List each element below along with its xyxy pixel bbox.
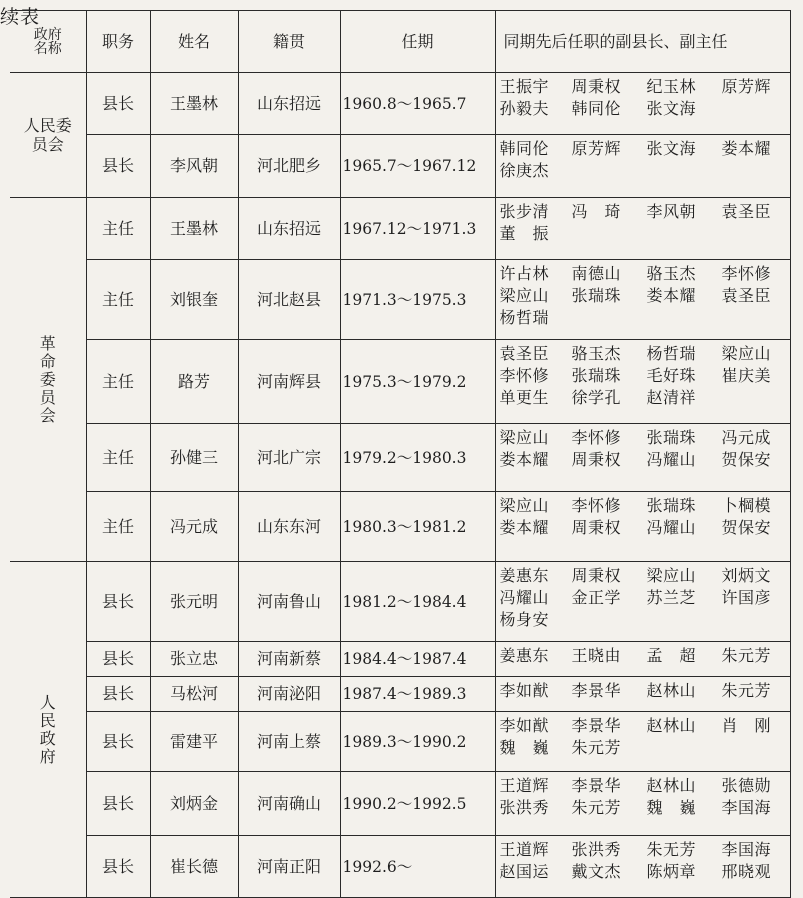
position-cell: 主任: [86, 424, 150, 492]
deputy-name: 冯耀山: [646, 450, 697, 469]
org-cell: [10, 562, 86, 898]
origin-cell: 河南新蔡: [238, 642, 340, 677]
header-term: 任期: [340, 11, 495, 73]
name-cell: 刘银奎: [150, 260, 238, 340]
deputy-name: 徐庚杰: [499, 161, 550, 180]
name-cell: 张元明: [150, 562, 238, 642]
header-deputies: 同期先后任职的副县长、副主任: [495, 11, 790, 73]
deputy-name: 张文海: [646, 99, 697, 118]
table-row: [10, 135, 790, 198]
name-cell: 雷建平: [150, 712, 238, 772]
deputies-list: [500, 263, 790, 329]
deputies-list: [500, 495, 790, 539]
origin-cell: 河北广宗: [238, 424, 340, 492]
officials-table-wrapper: [10, 10, 791, 898]
deputy-name: 张瑞珠: [571, 286, 622, 305]
table-row: [10, 260, 790, 340]
deputy-name: 冯耀山: [499, 588, 550, 607]
deputies-cell: [495, 772, 790, 836]
deputy-name: 孙毅夫: [499, 99, 550, 118]
deputy-name: 赵林山: [646, 716, 697, 735]
deputies-cell: [495, 836, 790, 898]
deputy-name: 赵林山: [646, 776, 697, 795]
term-cell: 1979.2～1980.3: [340, 424, 495, 492]
table-row: [10, 424, 790, 492]
origin-cell: 河北肥乡: [238, 135, 340, 198]
deputy-name: 李景华: [571, 716, 622, 735]
name-cell: 路芳: [150, 340, 238, 424]
deputies-list: [500, 715, 790, 759]
deputy-name: 周秉权: [571, 450, 622, 469]
origin-cell: 河南鲁山: [238, 562, 340, 642]
name-cell: 冯元成: [150, 492, 238, 562]
deputy-name: 金正学: [571, 588, 622, 607]
deputy-name: 冯元成: [721, 428, 772, 447]
deputy-name: 娄本耀: [721, 139, 772, 158]
deputy-name: 娄本耀: [646, 286, 697, 305]
deputies-list: [500, 565, 790, 631]
term-cell: 1981.2～1984.4: [340, 562, 495, 642]
deputy-name: 韩同伦: [499, 139, 550, 158]
deputy-name: 赵林山: [646, 681, 697, 700]
position-cell: 县长: [86, 135, 150, 198]
org-name: 革命委员会: [39, 333, 56, 425]
deputy-name: 戴文杰: [571, 862, 622, 881]
origin-cell: 山东招远: [238, 73, 340, 135]
deputies-list: [500, 645, 790, 667]
deputies-cell: [495, 135, 790, 198]
deputy-name: 梁应山: [499, 286, 550, 305]
table-row: [10, 562, 790, 642]
origin-cell: 河南辉县: [238, 340, 340, 424]
position-cell: 县长: [86, 712, 150, 772]
deputy-name: 娄本耀: [499, 450, 550, 469]
origin-cell: 山东招远: [238, 198, 340, 260]
deputy-name: 董 振: [499, 224, 550, 243]
deputy-name: 赵清祥: [646, 388, 697, 407]
origin-cell: 河北赵县: [238, 260, 340, 340]
position-cell: 主任: [86, 198, 150, 260]
deputy-name: 贺保安: [721, 450, 772, 469]
table-row: [10, 492, 790, 562]
position-cell: 主任: [86, 492, 150, 562]
deputy-name: 魏 巍: [646, 798, 697, 817]
deputy-name: 朱元芳: [571, 738, 622, 757]
term-cell: 1971.3～1975.3: [340, 260, 495, 340]
table-row: [10, 772, 790, 836]
deputy-name: 袁圣臣: [721, 286, 772, 305]
deputy-name: 杨哲瑞: [646, 344, 697, 363]
deputy-name: 贺保安: [721, 518, 772, 537]
deputies-cell: [495, 340, 790, 424]
position-cell: 县长: [86, 677, 150, 712]
deputy-name: 李景华: [571, 681, 622, 700]
deputies-list: [500, 775, 790, 819]
deputy-name: 张步清: [499, 202, 550, 221]
header-position: 职务: [86, 11, 150, 73]
deputy-name: 崔庆美: [721, 366, 772, 385]
deputy-name: 梁应山: [721, 344, 772, 363]
deputy-name: 王道辉: [499, 840, 550, 859]
deputy-name: 李如猷: [499, 716, 550, 735]
deputy-name: 陈炳章: [646, 862, 697, 881]
name-cell: 王墨林: [150, 198, 238, 260]
deputy-name: 南德山: [571, 264, 622, 283]
table-row: [10, 73, 790, 135]
origin-cell: 河南正阳: [238, 836, 340, 898]
term-cell: 1984.4～1987.4: [340, 642, 495, 677]
name-cell: 孙健三: [150, 424, 238, 492]
org-name: 人民委员会: [23, 116, 72, 154]
name-cell: 李风朝: [150, 135, 238, 198]
deputy-name: 李怀修: [721, 264, 772, 283]
name-cell: 崔长德: [150, 836, 238, 898]
table-row: [10, 198, 790, 260]
deputy-name: 李风朝: [646, 202, 697, 221]
deputy-name: 姜惠东: [499, 646, 550, 665]
term-cell: 1965.7～1967.12: [340, 135, 495, 198]
deputy-name: 张洪秀: [499, 798, 550, 817]
deputy-name: 冯 琦: [571, 202, 622, 221]
table-row: [10, 836, 790, 898]
page-title: 续表: [0, 6, 41, 28]
org-cell: [10, 73, 86, 198]
deputy-name: 韩同伦: [571, 99, 622, 118]
deputies-list: [500, 76, 790, 120]
deputy-name: 姜惠东: [499, 566, 550, 585]
org-cell: [10, 198, 86, 562]
origin-cell: 河南泌阳: [238, 677, 340, 712]
deputy-name: 朱元芳: [721, 681, 772, 700]
origin-cell: 河南确山: [238, 772, 340, 836]
origin-cell: 山东东河: [238, 492, 340, 562]
table-body: [10, 73, 790, 898]
deputies-list: [500, 343, 790, 409]
deputy-name: 王晓由: [571, 646, 622, 665]
deputy-name: 朱元芳: [571, 798, 622, 817]
position-cell: 县长: [86, 73, 150, 135]
table-row: [10, 677, 790, 712]
position-cell: 主任: [86, 340, 150, 424]
deputy-name: 朱元芳: [721, 646, 772, 665]
deputy-name: 原芳辉: [721, 77, 772, 96]
name-cell: 张立忠: [150, 642, 238, 677]
deputies-list: [500, 201, 790, 245]
deputy-name: 李怀修: [571, 496, 622, 515]
name-cell: 刘炳金: [150, 772, 238, 836]
deputy-name: 梁应山: [499, 496, 550, 515]
deputies-cell: [495, 424, 790, 492]
deputies-cell: [495, 198, 790, 260]
deputy-name: 孟 超: [646, 646, 697, 665]
deputies-cell: [495, 642, 790, 677]
deputy-name: 卜棡模: [721, 496, 772, 515]
deputies-list: [500, 138, 790, 182]
deputy-name: 张瑞珠: [571, 366, 622, 385]
deputies-list: [500, 427, 790, 471]
deputy-name: 朱无芳: [646, 840, 697, 859]
deputy-name: 苏兰芝: [646, 588, 697, 607]
deputy-name: 原芳辉: [571, 139, 622, 158]
table-header-row: [10, 11, 790, 73]
deputy-name: 张洪秀: [571, 840, 622, 859]
deputy-name: 梁应山: [499, 428, 550, 447]
deputies-list: [500, 839, 790, 883]
deputy-name: 邢晓观: [721, 862, 772, 881]
deputy-name: 张文海: [646, 139, 697, 158]
deputy-name: 骆玉杰: [646, 264, 697, 283]
deputies-cell: [495, 712, 790, 772]
deputy-name: 李景华: [571, 776, 622, 795]
deputy-name: 袁圣臣: [499, 344, 550, 363]
name-cell: 马松河: [150, 677, 238, 712]
term-cell: 1980.3～1981.2: [340, 492, 495, 562]
deputy-name: 李怀修: [499, 366, 550, 385]
deputy-name: 杨哲瑞: [499, 308, 550, 327]
deputy-name: 袁圣臣: [721, 202, 772, 221]
deputies-cell: [495, 73, 790, 135]
position-cell: 县长: [86, 562, 150, 642]
deputy-name: 李怀修: [571, 428, 622, 447]
header-origin: 籍贯: [238, 11, 340, 73]
deputy-name: 骆玉杰: [571, 344, 622, 363]
deputy-name: 徐学孔: [571, 388, 622, 407]
deputies-cell: [495, 677, 790, 712]
header-org: 政府名称: [10, 11, 86, 73]
deputy-name: 纪玉林: [646, 77, 697, 96]
deputy-name: 娄本耀: [499, 518, 550, 537]
term-cell: 1989.3～1990.2: [340, 712, 495, 772]
term-cell: 1987.4～1989.3: [340, 677, 495, 712]
org-name: 人民政府: [39, 692, 56, 766]
deputy-name: 许国彦: [721, 588, 772, 607]
term-cell: 1992.6～: [340, 836, 495, 898]
officials-table: [10, 10, 791, 898]
deputy-name: 王振宇: [499, 77, 550, 96]
deputy-name: 杨身安: [499, 610, 550, 629]
deputy-name: 李如猷: [499, 681, 550, 700]
deputy-name: 周秉权: [571, 77, 622, 96]
term-cell: 1967.12～1971.3: [340, 198, 495, 260]
deputy-name: 周秉权: [571, 518, 622, 537]
deputies-cell: [495, 562, 790, 642]
table-row: [10, 642, 790, 677]
deputy-name: 赵国运: [499, 862, 550, 881]
header-name: 姓名: [150, 11, 238, 73]
deputies-list: [500, 680, 790, 702]
position-cell: 县长: [86, 772, 150, 836]
table-row: [10, 340, 790, 424]
deputy-name: 肖 刚: [721, 716, 772, 735]
term-cell: 1960.8～1965.7: [340, 73, 495, 135]
position-cell: 县长: [86, 642, 150, 677]
deputies-cell: [495, 260, 790, 340]
position-cell: 县长: [86, 836, 150, 898]
deputy-name: 周秉权: [571, 566, 622, 585]
deputy-name: 单更生: [499, 388, 550, 407]
table-row: [10, 712, 790, 772]
name-cell: 王墨林: [150, 73, 238, 135]
deputy-name: 刘炳文: [721, 566, 772, 585]
origin-cell: 河南上蔡: [238, 712, 340, 772]
deputy-name: 李国海: [721, 840, 772, 859]
term-cell: 1975.3～1979.2: [340, 340, 495, 424]
deputy-name: 许占林: [499, 264, 550, 283]
deputy-name: 王道辉: [499, 776, 550, 795]
deputy-name: 张瑞珠: [646, 428, 697, 447]
position-cell: 主任: [86, 260, 150, 340]
deputies-cell: [495, 492, 790, 562]
deputy-name: 冯耀山: [646, 518, 697, 537]
deputy-name: 梁应山: [646, 566, 697, 585]
deputy-name: 张德勋: [721, 776, 772, 795]
deputy-name: 张瑞珠: [646, 496, 697, 515]
deputy-name: 魏 巍: [499, 738, 550, 757]
deputy-name: 毛好珠: [646, 366, 697, 385]
deputy-name: 李国海: [721, 798, 772, 817]
term-cell: 1990.2～1992.5: [340, 772, 495, 836]
